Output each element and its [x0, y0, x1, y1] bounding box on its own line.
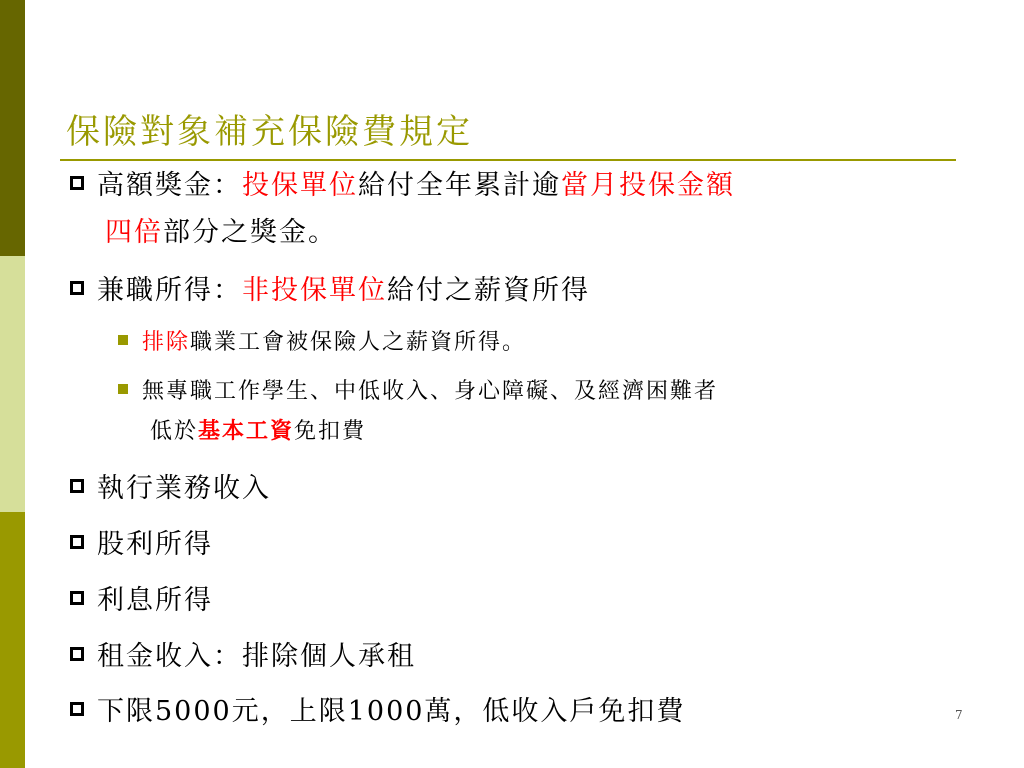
bullet-item-limits: 下限5000元，上限1000萬，低收入戶免扣費: [70, 689, 685, 728]
bullet-item-rental-income: 租金收入：排除個人承租: [70, 634, 416, 673]
bullet-item-bonus: 高額獎金：投保單位給付全年累計逾當月投保金額: [70, 163, 735, 202]
bullet-item-professional-income: 執行業務收入: [70, 466, 271, 505]
hollow-square-bullet-icon: [70, 281, 84, 295]
hollow-square-bullet-icon: [70, 535, 84, 549]
slide-title: 保險對象補充保險費規定: [66, 112, 473, 152]
sub-bullet-exempt-groups-continued: 低於基本工資免扣費: [150, 418, 367, 444]
filled-square-bullet-icon: [118, 335, 128, 345]
hollow-square-bullet-icon: [70, 176, 84, 190]
bullet-item-dividend-income: 股利所得: [70, 522, 213, 561]
filled-square-bullet-icon: [118, 384, 128, 394]
hollow-square-bullet-icon: [70, 591, 84, 605]
sub-bullet-union-exclusion: 排除職業工會被保險人之薪資所得。: [118, 325, 526, 356]
sub-bullet-exempt-groups: 無專職工作學生、中低收入、身心障礙、及經濟困難者: [118, 374, 718, 405]
bullet-item-interest-income: 利息所得: [70, 578, 213, 617]
page-number: 7: [955, 708, 963, 722]
hollow-square-bullet-icon: [70, 702, 84, 716]
bullet-item-bonus-continued: 四倍部分之獎金。: [105, 217, 337, 248]
bullet-item-part-time-income: 兼職所得：非投保單位給付之薪資所得: [70, 268, 590, 307]
hollow-square-bullet-icon: [70, 647, 84, 661]
hollow-square-bullet-icon: [70, 479, 84, 493]
